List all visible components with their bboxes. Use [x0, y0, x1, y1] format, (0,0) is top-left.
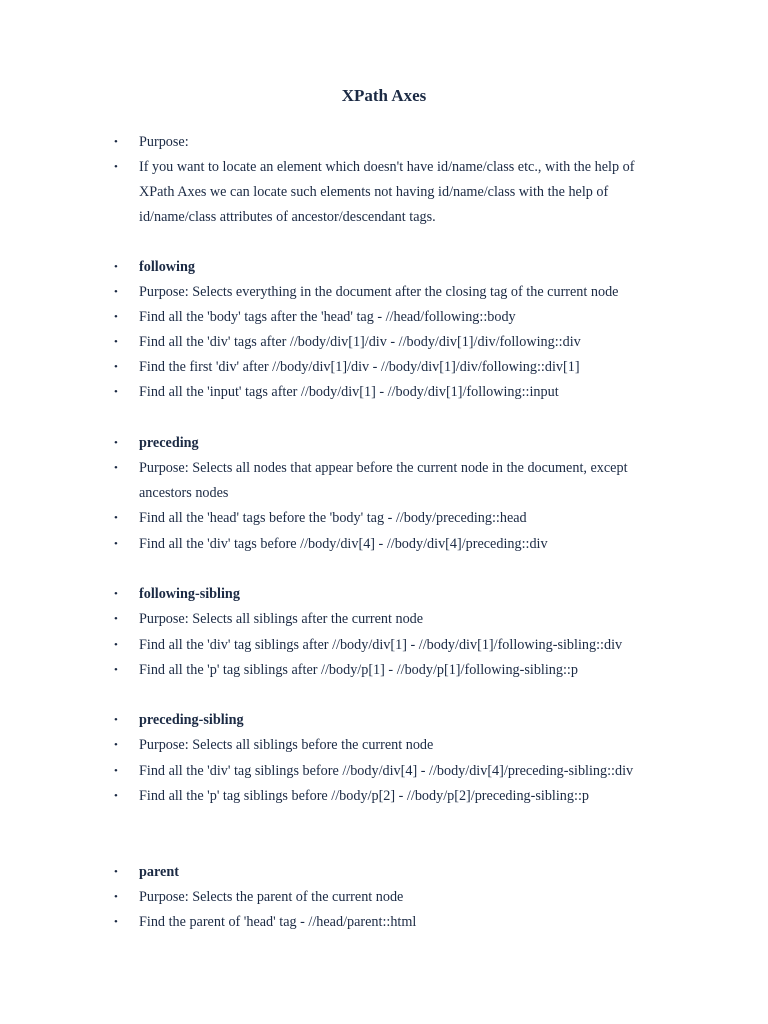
list-item [114, 532, 694, 557]
list-item-text: Find all the 'body' tags after the 'head' tag - //head/following::body [139, 309, 516, 325]
list-item-text: id/name/class attributes of ancestor/descendant tags. [139, 209, 436, 225]
list-item-purpose [114, 130, 694, 155]
list-item [114, 280, 694, 305]
list-item-description [114, 155, 694, 180]
list-item [114, 658, 694, 683]
list-item [114, 305, 694, 330]
list-item [114, 733, 694, 758]
list-item-text: preceding-sibling [139, 712, 244, 728]
list-item [114, 885, 694, 910]
list-item-text: preceding [139, 435, 199, 451]
bullet-icon: • [114, 261, 118, 273]
list-item [114, 759, 694, 784]
list-item [114, 910, 694, 935]
list-item [114, 607, 694, 632]
list-item [114, 633, 694, 658]
bullet-icon: • [114, 613, 118, 625]
section-heading-following-sibling [114, 582, 694, 607]
list-item [114, 330, 694, 355]
bullet-icon: • [114, 790, 118, 802]
section-heading-following [114, 255, 694, 280]
list-item-text: Find all the 'input' tags after //body/div[1] - //body/div[1]/following::input [139, 384, 559, 400]
list-item-text: following-sibling [139, 586, 240, 602]
bullet-icon: • [114, 361, 118, 373]
list-item-text: Purpose: [139, 134, 189, 150]
bullet-icon: • [114, 866, 118, 878]
list-item [114, 456, 694, 481]
list-item [114, 506, 694, 531]
page-title: XPath Axes [341, 86, 427, 105]
list-item-text: Purpose: Selects all siblings before the current node [139, 737, 434, 753]
bullet-icon: • [114, 891, 118, 903]
bullet-icon: • [114, 765, 118, 777]
list-item-text: Find all the 'p' tag siblings before //body/p[2] - //body/p[2]/preceding-sibling::p [139, 788, 589, 804]
list-item-text: Find all the 'div' tags before //body/div[4] - //body/div[4]/preceding::div [139, 536, 548, 552]
list-item [114, 380, 694, 405]
list-item-description-cont [114, 180, 694, 205]
bullet-icon: • [114, 136, 118, 148]
list-item-text: Purpose: Selects the parent of the current node [139, 889, 404, 905]
list-item-text: Find all the 'div' tag siblings before //body/div[4] - //body/div[4]/preceding-sibling::div [139, 763, 634, 779]
list-item-text: following [139, 259, 195, 275]
list-item-description-cont [114, 205, 694, 230]
bullet-icon: • [114, 462, 118, 474]
list-item-text: Find all the 'div' tag siblings after //body/div[1] - //body/div[1]/following-sibling::div [139, 637, 623, 653]
bullet-icon: • [114, 664, 118, 676]
bullet-icon: • [114, 916, 118, 928]
section-heading-preceding-sibling [114, 708, 694, 733]
bullet-icon: • [114, 161, 118, 173]
bullet-icon: • [114, 336, 118, 348]
bullet-icon: • [114, 739, 118, 751]
list-item-text: Find all the 'div' tags after //body/div[1]/div - //body/div[1]/div/following::div [139, 334, 581, 350]
list-item [114, 355, 694, 380]
list-item-text: If you want to locate an element which doesn't have id/name/class etc., with the help of [139, 159, 635, 175]
section-heading-parent [114, 860, 694, 885]
list-item-text: Find all the 'p' tag siblings after //body/p[1] - //body/p[1]/following-sibling::p [139, 662, 578, 678]
bullet-icon: • [114, 386, 118, 398]
bullet-icon: • [114, 311, 118, 323]
bullet-icon: • [114, 286, 118, 298]
bullet-icon: • [114, 588, 118, 600]
list-item-text: Find all the 'head' tags before the 'body' tag - //body/preceding::head [139, 510, 527, 526]
list-item-text: Purpose: Selects all nodes that appear before the current node in the document, except [139, 460, 628, 476]
list-item-text: XPath Axes we can locate such elements not having id/name/class with the help of [139, 184, 609, 200]
list-item-text: Purpose: Selects everything in the document after the closing tag of the current node [139, 284, 619, 300]
section-heading-preceding [114, 431, 694, 456]
list-item [114, 784, 694, 809]
list-item-text: ancestors nodes [139, 485, 229, 501]
list-item-cont [114, 481, 694, 506]
bullet-icon: • [114, 512, 118, 524]
list-item-text: parent [139, 864, 179, 880]
list-item-text: Purpose: Selects all siblings after the current node [139, 611, 424, 627]
list-item-text: Find the parent of 'head' tag - //head/parent::html [139, 914, 417, 930]
bullet-icon: • [114, 538, 118, 550]
list-item-text: Find the first 'div' after //body/div[1]/div - //body/div[1]/div/following::div[1] [139, 359, 580, 375]
bullet-icon: • [114, 714, 118, 726]
bullet-icon: • [114, 639, 118, 651]
bullet-icon: • [114, 437, 118, 449]
